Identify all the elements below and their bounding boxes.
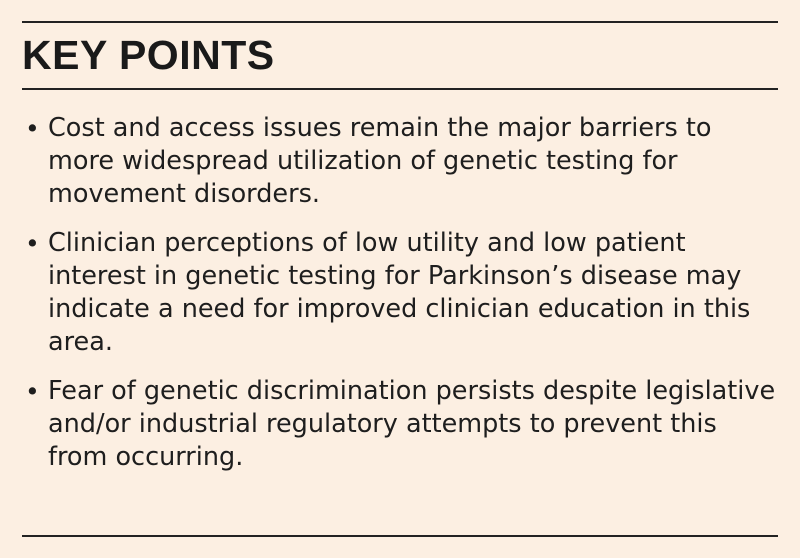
key-point-line: area. <box>48 327 113 357</box>
key-points-list <box>22 112 778 490</box>
bullet-icon: • <box>25 229 40 258</box>
key-point-line: Fear of genetic discrimination persists despite legislative <box>48 376 776 406</box>
bottom-divider <box>22 535 778 537</box>
bullet-icon: • <box>25 377 40 406</box>
key-point-line: Clinician perceptions of low utility and low patient <box>48 228 686 258</box>
key-points-title: KEY POINTS <box>22 32 275 78</box>
title-divider <box>22 88 778 90</box>
key-point-line: more widespread utilization of genetic testing for <box>48 146 678 176</box>
bullet-icon: • <box>25 114 40 143</box>
key-point-line: Cost and access issues remain the major barriers to <box>48 113 712 143</box>
key-point-line: from occurring. <box>48 442 244 472</box>
key-point-line: and/or industrial regulatory attempts to prevent this <box>48 409 717 439</box>
key-point-item <box>22 112 778 211</box>
key-point-item <box>22 375 778 474</box>
key-point-line: indicate a need for improved clinician education in this <box>48 294 751 324</box>
key-point-line: movement disorders. <box>48 179 320 209</box>
key-point-item <box>22 227 778 359</box>
key-point-line: interest in genetic testing for Parkinson’s disease may <box>48 261 742 291</box>
top-divider <box>22 21 778 23</box>
